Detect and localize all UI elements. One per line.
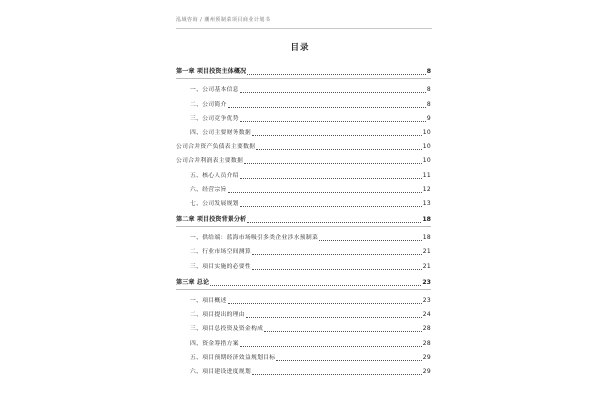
toc-entry-label: 六、项目建设进度规划 xyxy=(190,368,251,375)
toc-entry-label: 二、项目提出的理由 xyxy=(190,312,245,319)
toc-leader-dots xyxy=(228,303,422,304)
chapter-divider xyxy=(176,289,431,290)
toc-leader-dots xyxy=(247,74,425,75)
toc-leader-dots xyxy=(228,192,422,193)
toc-entry[interactable] xyxy=(176,256,431,270)
toc-leader-dots xyxy=(228,107,426,108)
toc-page-number: 28 xyxy=(422,339,431,347)
toc-entry-label: 一、公司基本信息 xyxy=(190,87,239,94)
toc-page-number: 28 xyxy=(422,325,431,333)
toc-leader-dots xyxy=(240,346,422,347)
toc-entry[interactable] xyxy=(176,305,431,319)
toc-leader-dots xyxy=(247,222,421,223)
toc-entry-label: 五、核心人员介绍 xyxy=(190,172,239,179)
toc-leader-dots xyxy=(246,317,422,318)
toc-page-number: 23 xyxy=(422,297,431,304)
toc-entry-label: 五、项目预期经济效益规划目标 xyxy=(190,354,276,361)
toc-entry[interactable] xyxy=(176,151,431,165)
toc-page-number: 29 xyxy=(422,367,431,375)
toc-entry[interactable] xyxy=(176,362,431,376)
toc-entry-label: 三、公司竞争优势 xyxy=(190,115,239,122)
toc-leader-dots xyxy=(252,374,422,375)
toc-page-number: 23 xyxy=(422,278,431,286)
toc-page-number: 18 xyxy=(422,216,431,224)
toc-entry-label: 二、公司简介 xyxy=(190,101,227,108)
toc-leader-dots xyxy=(256,149,421,150)
toc-entry-label: 第二章 项目投资背景分析 xyxy=(176,216,247,224)
toc-entry[interactable] xyxy=(176,194,431,208)
toc-entry-label: 第三章 总论 xyxy=(176,278,210,286)
running-header: 泓域咨询 / 潮州预制菜项目商业计划书 xyxy=(176,17,271,23)
toc-page-number: 29 xyxy=(422,353,431,361)
toc-entry-label: 七、公司发展规划 xyxy=(190,200,239,207)
toc-page-number: 10 xyxy=(422,157,431,165)
toc-leader-dots xyxy=(252,135,422,136)
chapter-divider xyxy=(176,226,431,227)
toc-page-number: 21 xyxy=(422,248,431,256)
toc-page-number: 12 xyxy=(422,185,431,193)
toc-entry-label: 四、公司主要财务数据 xyxy=(190,129,251,136)
toc-entry[interactable] xyxy=(176,165,431,179)
toc-entry-label: 二、行业市场空间测算 xyxy=(190,249,251,256)
toc-page-number: 10 xyxy=(422,128,431,136)
toc-page-number: 8 xyxy=(426,100,431,108)
toc-leader-dots xyxy=(210,285,421,286)
toc-page-number: 8 xyxy=(426,86,431,94)
toc-page-number: 21 xyxy=(422,262,431,270)
toc-page-number: 9 xyxy=(426,114,431,122)
toc-leader-dots xyxy=(264,331,422,332)
header-rule xyxy=(176,28,432,29)
toc-leader-dots xyxy=(252,269,422,270)
toc-entry-label: 一、项目概述 xyxy=(190,298,227,304)
toc-page-number: 10 xyxy=(422,143,431,151)
toc-entry-label: 一、供给端：蓝海市场吸引多类企业涉水预制菜 xyxy=(190,235,319,242)
toc-page-number: 11 xyxy=(422,171,431,179)
toc-chapter-3[interactable] xyxy=(176,273,431,287)
toc-leader-dots xyxy=(240,178,422,179)
toc-leader-dots xyxy=(244,163,422,164)
toc-entry-label: 三、项目实施的必要性 xyxy=(190,263,251,270)
toc-page-number: 8 xyxy=(426,68,431,76)
toc-entry-label: 六、经营宗旨 xyxy=(190,186,227,193)
toc-leader-dots xyxy=(240,121,426,122)
toc-title: 目录 xyxy=(290,43,310,53)
toc-entry[interactable] xyxy=(176,333,431,347)
toc-page-number: 13 xyxy=(422,199,431,207)
toc-chapter-2[interactable] xyxy=(176,210,431,224)
toc-entry[interactable] xyxy=(176,180,431,194)
toc-page-number: 24 xyxy=(422,311,431,319)
toc-entry[interactable] xyxy=(176,123,431,137)
toc-entry[interactable] xyxy=(176,94,431,108)
toc-leader-dots xyxy=(252,254,422,255)
toc-leader-dots xyxy=(276,360,421,361)
toc-leader-dots xyxy=(319,240,422,241)
chapter-divider xyxy=(176,78,431,79)
toc-entry[interactable] xyxy=(176,291,431,305)
toc-entry[interactable] xyxy=(176,137,431,151)
toc-entry[interactable] xyxy=(176,80,431,94)
toc-leader-dots xyxy=(240,92,426,93)
toc-entry-label: 第一章 项目投资主体概况 xyxy=(176,68,247,76)
toc-entry[interactable] xyxy=(176,109,431,123)
toc-chapter-1[interactable] xyxy=(176,62,431,76)
toc-entry[interactable] xyxy=(176,242,431,256)
toc-entry-label: 公司合并利润表主要数据 xyxy=(176,158,244,165)
toc-entry[interactable] xyxy=(176,348,431,362)
toc-page-number: 18 xyxy=(422,234,431,242)
toc-entry-label: 三、项目总投资及资金构成 xyxy=(190,326,264,333)
toc-leader-dots xyxy=(240,206,422,207)
table-of-contents xyxy=(176,62,431,376)
toc-entry[interactable] xyxy=(176,319,431,333)
toc-entry[interactable] xyxy=(176,228,431,242)
toc-entry-label: 四、资金筹措方案 xyxy=(190,340,239,347)
toc-entry-label: 公司合并资产负债表主要数据 xyxy=(176,144,256,151)
